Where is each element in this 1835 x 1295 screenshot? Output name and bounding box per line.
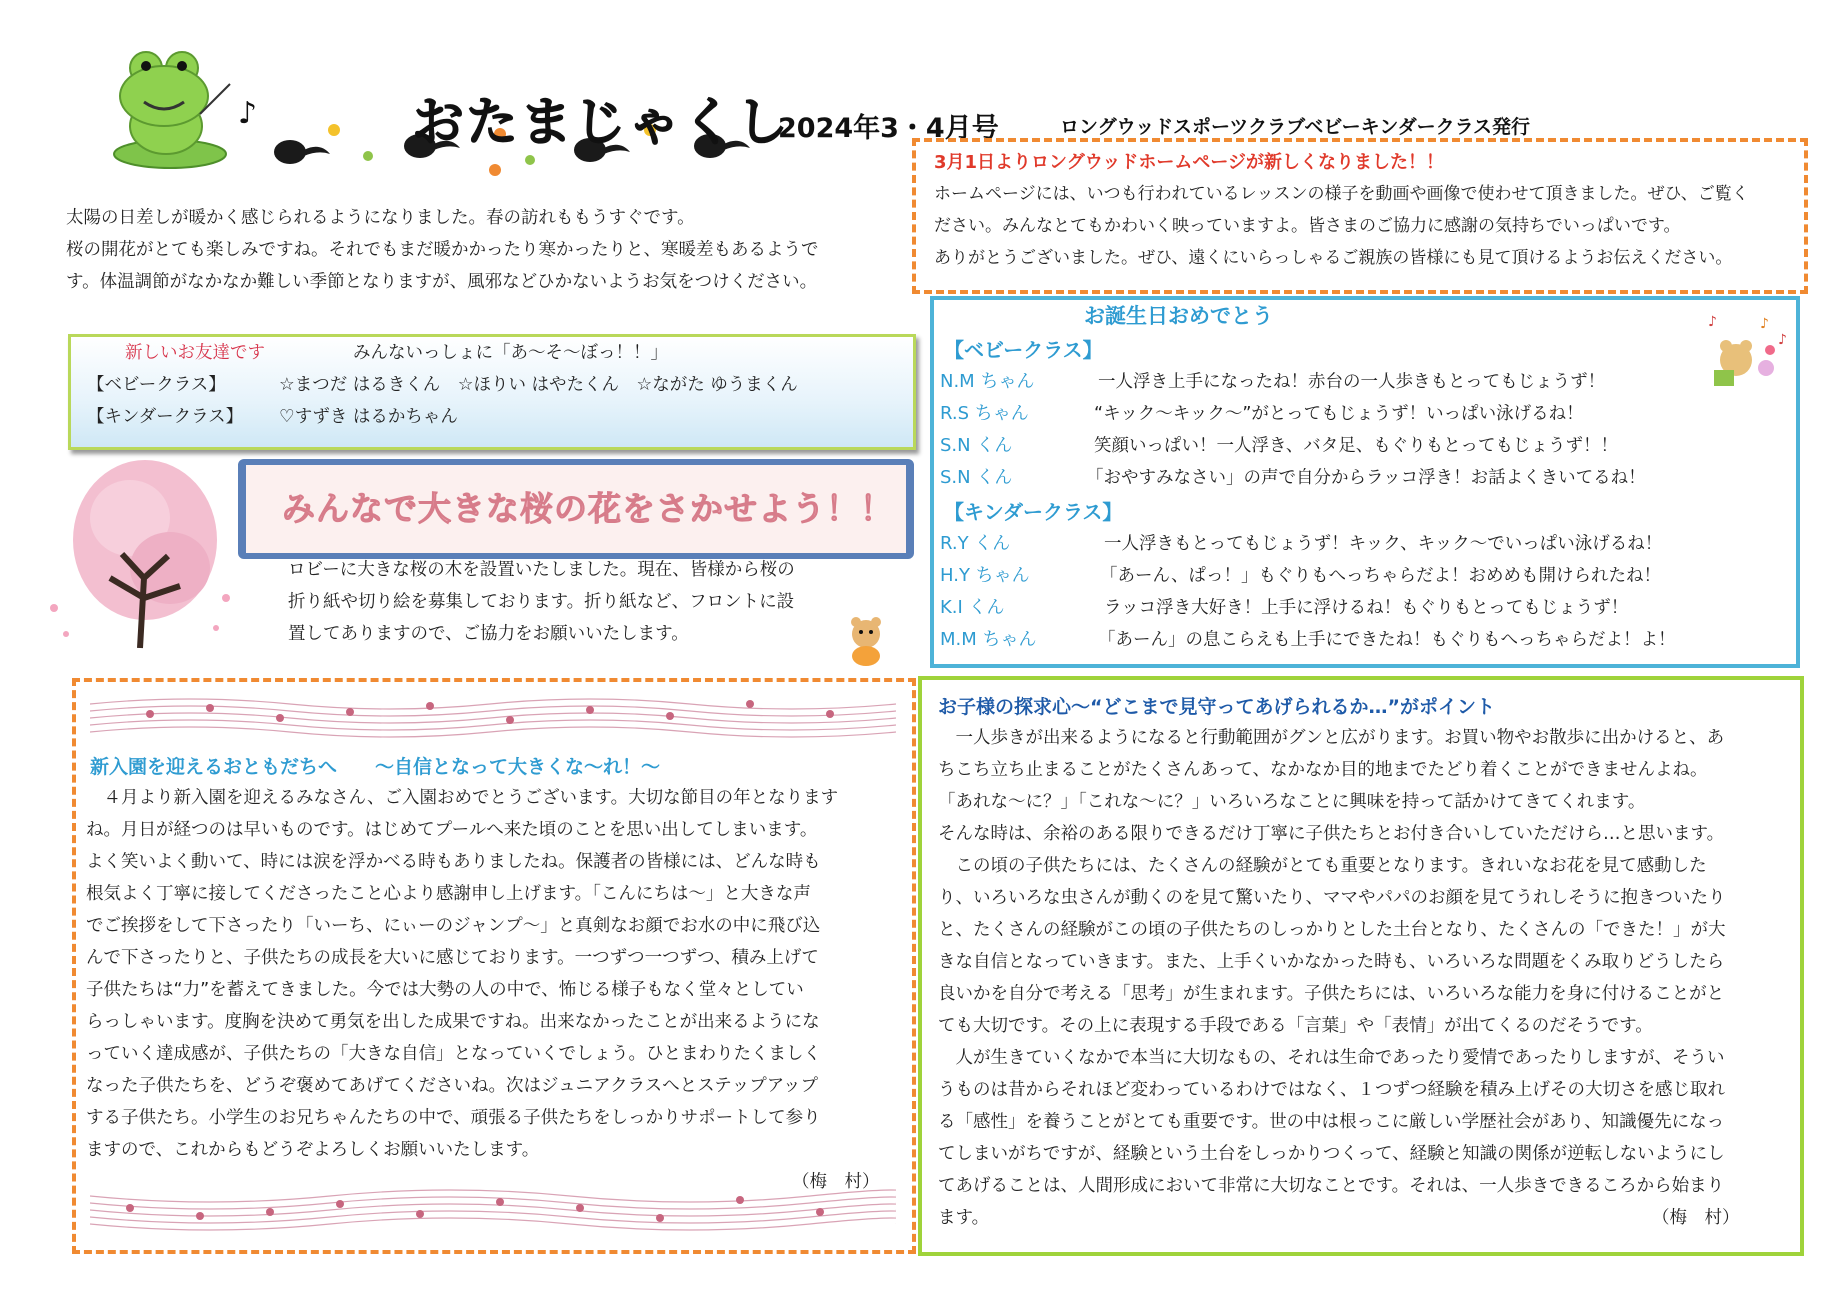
welcome-line: なった子供たちを、どうぞ褒めてあげてくださいね。次はジュニアクラスへとステップアップ [86,1076,819,1096]
friends-baby-names: ☆まつだ はるきくん ☆ほりい はやたくん ☆ながた ゆうまくん [279,375,798,395]
welcome-line: する子供たち。小学生のお兄ちゃんたちの中で、頑張る子供たちをしっかりサポートして参り [86,1108,821,1128]
sakura-line: 置してありますので、ご協力をお願いいたします。 [288,624,689,644]
explore-line: 人が生きていくなかで本当に大切なもの、それは生命であったり愛情であったりしますが、そうい [938,1048,1725,1068]
homepage-news-box [912,138,1808,294]
birthday-message: ラッコ浮き大好き！上手に浮けるね！もぐりもとってもじょうず！ [1104,598,1629,618]
welcome-line: ４月より新入園を迎えるみなさん、ご入園おめでとうございます。大切な節目の年となります [86,788,839,808]
intro-line: 桜の開花がとても楽しみですね。それでもまだ暖かかったり寒かったりと、寒暖差もあるようで [66,240,819,260]
friends-heading: 新しいお友達です [125,343,265,363]
publisher: ロングウッドスポーツクラブベビーキンダークラス発行 [1060,116,1531,138]
frog-mascot [100,44,240,174]
birthday-message: “キック～キック～”がとってもじょうず！いっぱい泳げるね！ [1094,404,1584,424]
news-body [934,178,1749,274]
news-heading: 3月1日よりロングウッドホームページが新しくなりました！！ [934,152,1444,173]
explore-line: ちこち立ち止まることがたくさんあって、なかなか目的地までたどり着くことができませんよね。 [938,760,1708,780]
issue-date: 2024年3・4月号 [778,113,999,144]
explore-line: てあげることは、人間形成において非常に大切なことです。それは、一人歩きできるころから始まり [938,1176,1725,1196]
new-friends-box [68,334,916,450]
explore-signature: （梅 村） [1652,1208,1740,1228]
birthday-message: 「あーん、ぱっ！」もぐりもへっちゃらだよ！おめめも開けられたね！ [1100,566,1662,586]
welcome-line: ね。月日が経つのは早いものです。はじめてプールへ来た頃のことを思い出してしまいます。 [86,820,818,840]
explore-body [938,722,1726,1234]
birthday-message: 「おやすみなさい」の声で自分からラッコ浮き！お話よくきいてるね！ [1086,468,1646,488]
birthday-name: M.M ちゃん [940,629,1037,650]
explore-line: り、いろいろな虫さんが動くのを見て驚いたり、ママやパパのお顔を見てうれしそうに抱きついたり [938,888,1726,908]
news-line: ださい。みんなとてもかわいく映っていますよ。皆さまのご協力に感謝の気持ちでいっぱいです。 [934,216,1681,236]
intro-line: す。体温調節がなかなか難しい季節となりますが、風邪などひかないようお気をつけください。 [66,272,818,292]
birthday-kinder-label: 【キンダークラス】 [944,500,1123,524]
explore-line: てしまいがちですが、経験という土台をしっかりつくって、経験と知識の関係が逆転しないようにし [938,1144,1725,1164]
explore-line: この頃の子供たちには、たくさんの経験がとても重要となります。きれいなお花を見て感動した [938,856,1707,876]
birthday-message: 一人浮きもとってもじょうず！キック、キック～でいっぱい泳げるね！ [1104,534,1663,554]
welcome-line: でご挨拶をして下さったり「いーち、にぃーのジャンプ～」と真剣なお顔でお水の中に飛び込 [86,916,821,936]
svg-text:♪: ♪ [1708,314,1717,330]
svg-text:♪: ♪ [1778,332,1787,348]
birthday-name: K.I くん [940,597,1005,618]
friends-baby-label: 【ベビークラス】 [87,375,226,395]
newsletter-title: おたまじゃくし [412,93,791,153]
birthday-name: R.S ちゃん [940,403,1029,424]
birthday-heading: お誕生日おめでとう [1084,304,1273,328]
welcome-line: 根気よく丁寧に接してくださったこと心より感謝申し上げます。「こんにちは～」と大きな声 [86,884,811,904]
explore-line: 良いかを自分で考える「思考」が生まれます。子供たちには、いろいろな能力を身に付けることがと [938,984,1725,1004]
friends-greeting: みんないっしょに「あ～そ～ぼっ！！」 [353,343,668,363]
music-staff-top [90,690,896,738]
intro-line: 太陽の日差しが暖かく感じられるようになりました。春の訪れももうすぐです。 [66,208,695,228]
sakura-line: 折り紙や切り絵を募集しております。折り紙など、フロントに設 [288,592,795,612]
birthday-message: 笑顔いっぱい！一人浮き、バタ足、もぐりもとってもじょうず！！ [1094,436,1618,456]
cherry-tree-illustration [40,458,240,658]
svg-text:♪: ♪ [1760,316,1769,332]
news-line: ホームページには、いつも行われているレッスンの様子を動画や画像で使わせて頂きました。ぜひ、ご覧く [934,184,1749,204]
intro-text [66,202,819,298]
explore-line: うものは昔からそれほど変わっているわけではなく、１つずつ経験を積み上げその大切さを感じ取れ [938,1080,1725,1100]
welcome-box [72,678,916,1254]
explore-line: きな自信となっていきます。また、上手くいかなかった時も、いろいろな問題をくみ取りどうしたら [938,952,1725,972]
sakura-text [288,554,795,650]
birthday-name: S.N くん [940,467,1013,488]
birthday-name: S.N くん [940,435,1013,456]
birthday-name: R.Y くん [940,533,1011,554]
sakura-line: ロビーに大きな桜の木を設置いたしました。現在、皆様から桜の [288,560,795,580]
bear-illustration [836,612,896,668]
explore-heading: お子様の探求心～“どこまで見守ってあげられるか…”がポイント [938,696,1495,718]
welcome-body [86,782,838,1166]
welcome-heading: 新入園を迎えるおともだちへ ～自信となって大きくな～れ！～ [90,756,661,778]
welcome-line: らっしゃいます。度胸を決めて勇気を出した成果ですね。出来なかったことが出来るようにな [86,1012,820,1032]
welcome-line: よく笑いよく動いて、時には涙を浮かべる時もありましたね。保護者の皆様には、どんな時も [86,852,821,872]
explore-line: 「あれな～に？」「これな～に？」いろいろなことに興味を持って話かけてきてくれます。 [938,792,1646,812]
explore-box [918,676,1804,1256]
welcome-line: っていく達成感が、子供たちの「大きな自信」となっていくでしょう。ひとまわりたくましく [86,1044,821,1064]
welcome-signature: （梅 村） [792,1172,880,1192]
music-staff-bottom [90,1178,896,1234]
bear-with-gift-illustration [1700,310,1790,400]
news-line: ありがとうございました。ぜひ、遠くにいらっしゃるご親族の皆様にも見て頂けるようお伝えください。 [934,248,1733,268]
friends-kinder-names: ♡すずき はるかちゃん [279,407,458,427]
music-note-icon: ♪ [238,96,258,131]
explore-line: ます。 [938,1208,990,1228]
birthday-name: H.Y ちゃん [940,565,1030,586]
birthday-baby-label: 【ベビークラス】 [944,338,1103,362]
explore-line: と、たくさんの経験がこの頃の子供たちのしっかりとした土台となり、たくさんの「できた！」が大 [938,920,1726,940]
welcome-line: んで下さったりと、子供たちの成長を大いに感じております。一つずつ一つずつ、積み上げて [86,948,819,968]
welcome-line: ますので、これからもどうぞよろしくお願いいたします。 [86,1140,540,1160]
explore-line: 一人歩きが出来るようになると行動範囲がグンと広がります。お買い物やお散歩に出かけると、あ [938,728,1725,748]
friends-kinder-label: 【キンダークラス】 [87,407,244,427]
explore-line: そんな時は、余裕のある限りできるだけ丁寧に子供たちとお付き合いしていただけら…と思います。 [938,824,1725,844]
birthday-box [930,296,1800,668]
sakura-banner [238,459,914,559]
explore-line: る「感性」を養うことがとても重要です。世の中は根っこに厳しい学歴社会があり、知識優先になっ [938,1112,1725,1132]
welcome-line: 子供たちは“力”を蓄えてきました。今では大勢の人の中で、怖じる様子もなく堂々としてい [86,980,804,1000]
explore-line: ても大切です。その上に表現する手段である「言葉」や「表情」が出てくるのだそうです。 [938,1016,1653,1036]
birthday-message: 「あーん」の息こらえも上手にできたね！もぐりもへっちゃらだよ！よ！ [1098,630,1676,650]
birthday-name: N.M ちゃん [940,371,1035,392]
birthday-message: 一人浮き上手になったね！赤台の一人歩きもとってもじょうず！ [1098,372,1606,392]
sakura-banner-text: みんなで大きな桜の花をさかせよう！！ [282,489,894,528]
